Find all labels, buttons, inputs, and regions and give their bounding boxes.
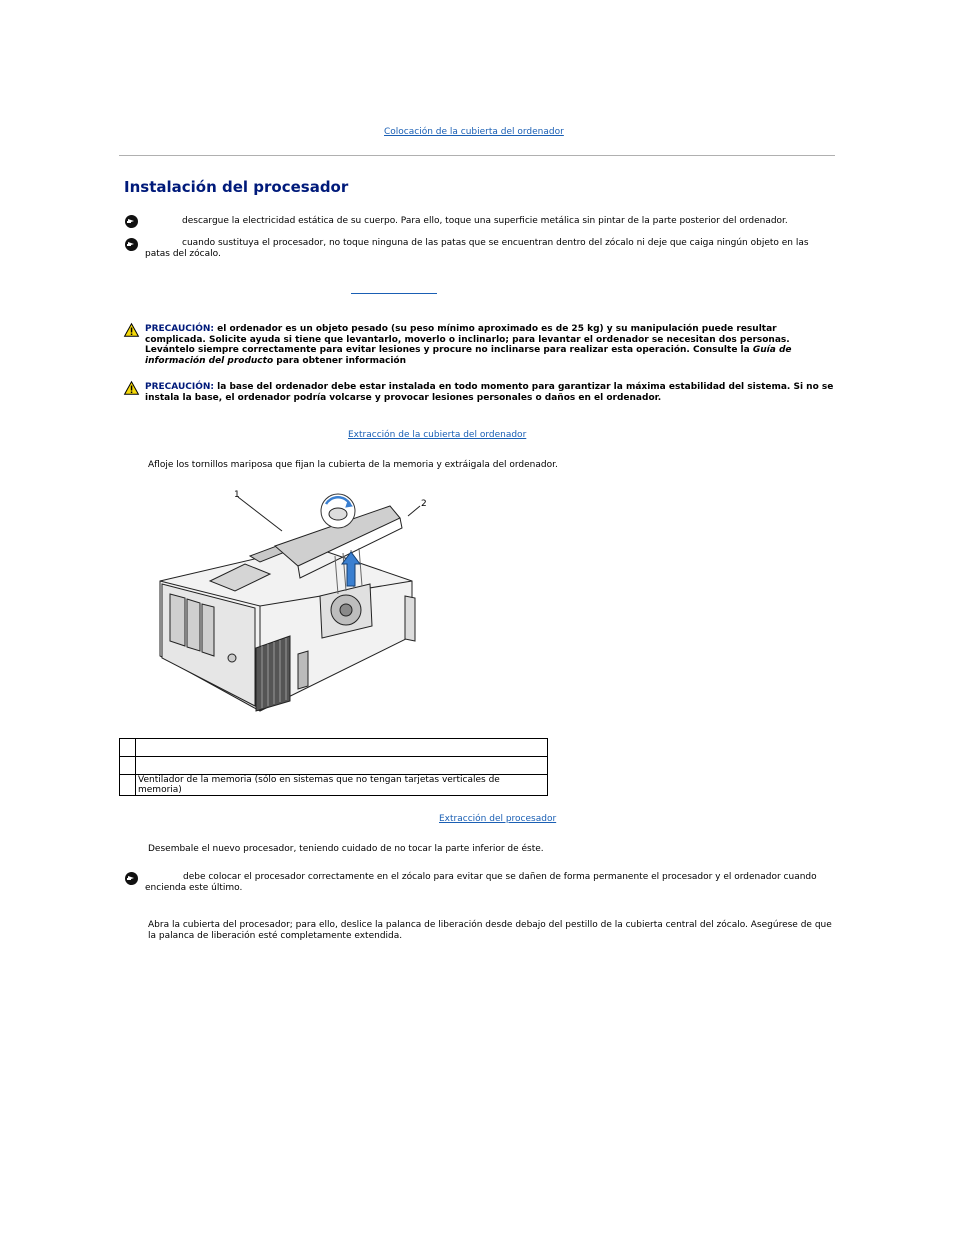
- legend-table: [119, 738, 548, 796]
- notice-icon: [125, 215, 138, 228]
- notice-text: cuando sustituya el procesador, no toque ninguna de las patas que se encuentran dentro del zócalo ni deje que caiga ningún objeto en las patas del zócalo.: [145, 238, 809, 259]
- remove-cover-link[interactable]: Extracción de la cubierta del ordenador: [348, 430, 527, 440]
- precaution-text: PRECAUCIÓN: la base del ordenador debe estar instalada en todo momento para garantizar la máxima estabilidad del sistema. Si no se instala la base, el ordenador podría volcarse y provocar lesiones personales o daños en el ordenador.: [145, 382, 834, 403]
- notice-icon: [125, 872, 138, 885]
- cover-replace-link[interactable]: Colocación de la cubierta del ordenador: [384, 127, 564, 137]
- notice-icon: [125, 238, 138, 251]
- page-title: Instalación del procesador: [124, 178, 349, 196]
- notice-text: debe colocar el procesador correctamente en el zócalo para evitar que se dañen de forma permanente el procesador y el ordenador cuando encienda este último.: [145, 872, 817, 893]
- table-row: [120, 739, 548, 757]
- remove-processor-link[interactable]: Extracción del procesador: [439, 814, 557, 824]
- notice-text: descargue la electricidad estática de su cuerpo. Para ello, toque una superficie metálica sin pintar de la parte posterior del ordenador.: [182, 216, 788, 226]
- legend-text: [136, 757, 548, 775]
- legend-text: Ventilador de la memoria (sólo en sistemas que no tengan tarjetas verticales de memoria): [136, 775, 548, 796]
- warning-icon: [124, 323, 139, 337]
- callout-2: 2: [421, 499, 427, 509]
- warning-icon: [124, 381, 139, 395]
- step-open-cover: Abra la cubierta del procesador; para ello, deslice la palanca de liberación desde debajo del pestillo de la cubierta central del zócalo. Asegúrese de que la palanca de liberación esté completamente extendida.: [148, 920, 832, 941]
- divider: [119, 155, 835, 156]
- chassis-illustration: [150, 486, 427, 716]
- legend-text: [136, 739, 548, 757]
- step-loosen-screws: Afloje los tornillos mariposa que fijan la cubierta de la memoria y extráigala del ordenador.: [148, 460, 558, 470]
- precaution-text: PRECAUCIÓN: el ordenador es un objeto pesado (su peso mínimo aproximado es de 25 kg) y su manipulación puede resultar complicada. Solicite ayuda si tiene que levantarlo, moverlo o inclinarlo; para levantar el ordenador se necesitan dos personas. Levántelo siempre correctamente para evitar lesiones y procure no inclinarse para realizar esta operación. Consulte la Guía de información del producto para obtener información: [145, 324, 792, 366]
- empty-link[interactable]: [351, 293, 437, 294]
- legend-number: [120, 739, 136, 757]
- step-unpack: Desembale el nuevo procesador, teniendo cuidado de no tocar la parte inferior de éste.: [148, 844, 544, 854]
- legend-number: [120, 757, 136, 775]
- table-row: [120, 775, 548, 796]
- table-row: [120, 757, 548, 775]
- legend-number: [120, 775, 136, 796]
- callout-1: 1: [234, 490, 240, 500]
